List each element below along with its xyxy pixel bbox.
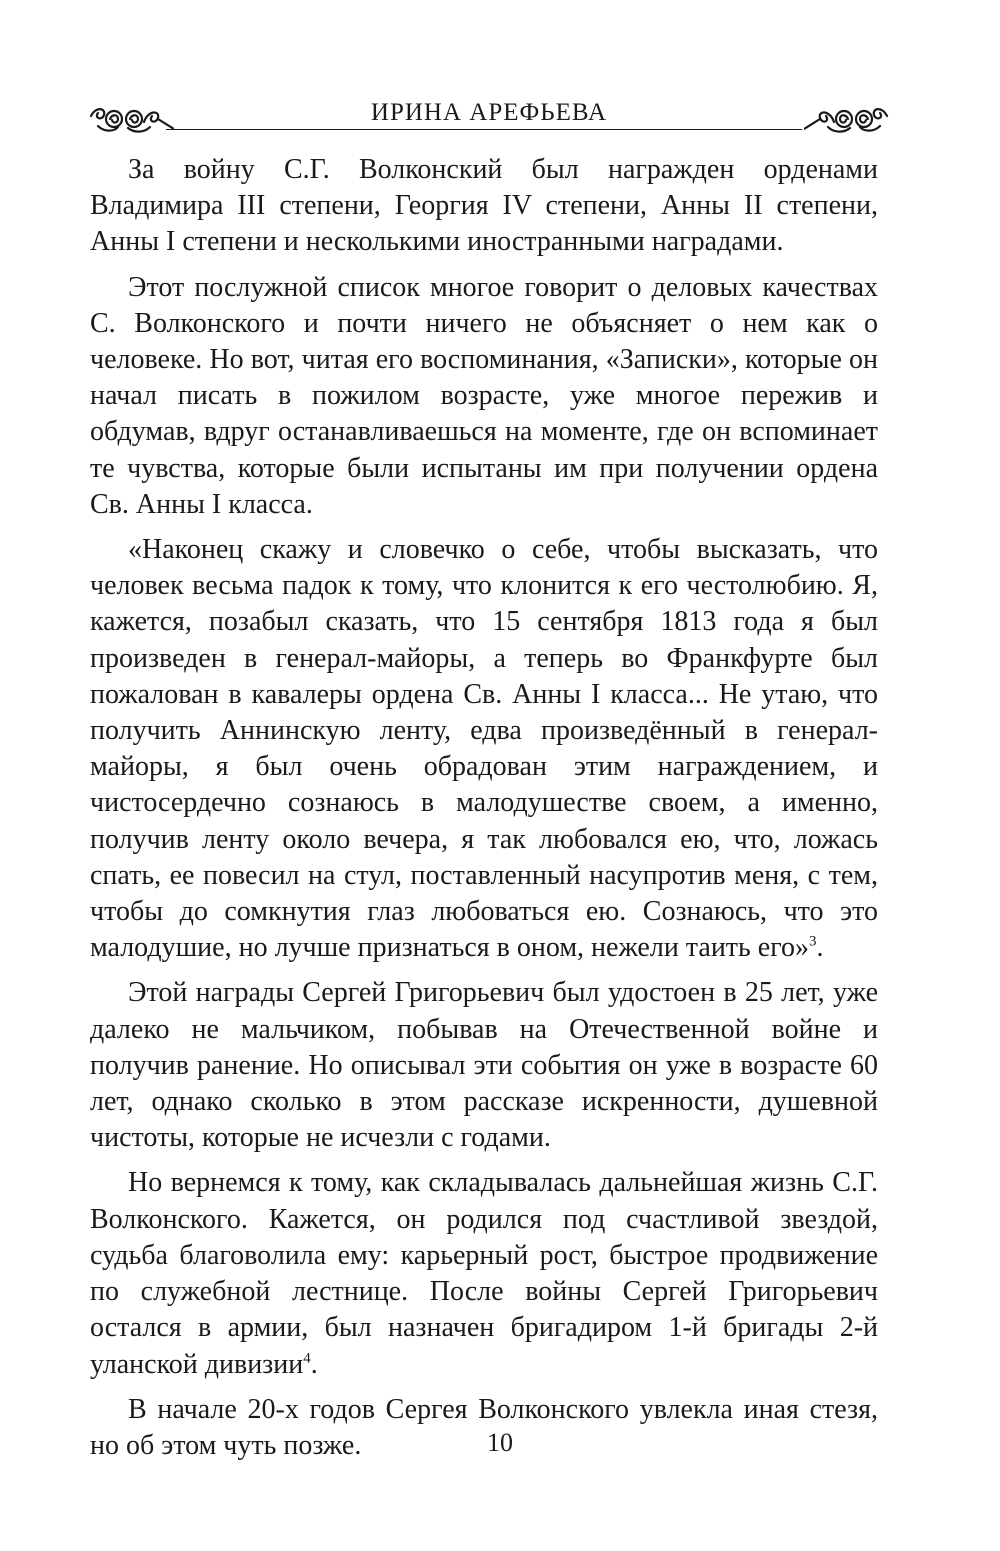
header-rule	[166, 129, 802, 130]
paragraph-text: Этот послужной список многое говорит о деловых качествах С. Волконского и почти ничего не объясняет о нем как о человеке. Но вот, читая его воспоминания, «Записки», которые он начал писать в пожилом возрасте, уже многое пережив и обдумав, вдруг останавливаешься на моменте, где он вспоминает те чувства, которые были испытаны им при получении ордена Св. Анны I класса.	[90, 271, 878, 520]
paragraph-text: «Наконец скажу и словечко о себе, чтобы высказать, что человек весьма падок к тому, что клонится к его честолюбию. Я, кажется, позабыл сказать, что 15 сентября 1813 года я был произведен в генерал-майоры, а теперь во Франкфурте был пожалован в кавалеры ордена Св. Анны I класса... Не утаю, что получить Аннинскую ленту, едва произведённый в генерал-майоры, я был очень обрадован этим награждением, и чистосердечно сознаюсь в малодушестве своем, а именно, получив ленту около вечера, я так любовался ею, что, ложась спать, ее повесил на стул, поставленный насупротив меня, с тем, чтобы до сомкнутия глаз любоваться ею. Сознаюсь, что это малодушие, но лучше признаться в оном, нежели таить его»	[90, 534, 878, 964]
scroll-ornament-icon	[804, 102, 890, 136]
footnote-ref: 3	[809, 933, 817, 950]
author-name: ИРИНА АРЕФЬЕВА	[370, 99, 608, 126]
paragraph-text: Этой награды Сергей Григорьевич был удостоен в 25 лет, уже далеко не мальчиком, побывав на Отечественной войне и получив ранение. Но описывал эти события он уже в возрасте 60 лет, однако сколько в этом рассказе искренности, душевной чистоты, которые не исчезли с годами.	[90, 977, 878, 1154]
paragraph	[90, 270, 878, 523]
paragraph	[90, 975, 878, 1156]
footnote-ref: 4	[303, 1350, 311, 1367]
paragraph	[90, 1165, 878, 1382]
page-body	[90, 152, 878, 1464]
paragraph	[90, 152, 878, 261]
paragraph-text: Но вернемся к тому, как складывалась дальнейшая жизнь С.Г. Волконского. Кажется, он родился под счастливой звездой, судьба благоволила ему: карьерный рост, быстрое продвижение по служебной лестнице. После войны Сергей Григорьевич остался в армии, был назначен бригадиром 1-й бригады 2-й уланской дивизии	[90, 1167, 878, 1380]
paragraph-text: В начале 20-х годов Сергея Волконского увлекла иная стезя, но об этом чуть позже.	[90, 1393, 878, 1461]
running-header	[88, 98, 890, 138]
paragraph-end: .	[816, 932, 824, 964]
paragraph-end: .	[310, 1348, 318, 1380]
page-number: 10	[487, 1428, 513, 1457]
quote-paragraph	[90, 532, 878, 966]
paragraph-text: За войну С.Г. Волконский был награжден орденами Владимира III степени, Георгия IV степени, Анны II степени, Анны I степени и несколькими иностранными наградами.	[90, 154, 878, 258]
